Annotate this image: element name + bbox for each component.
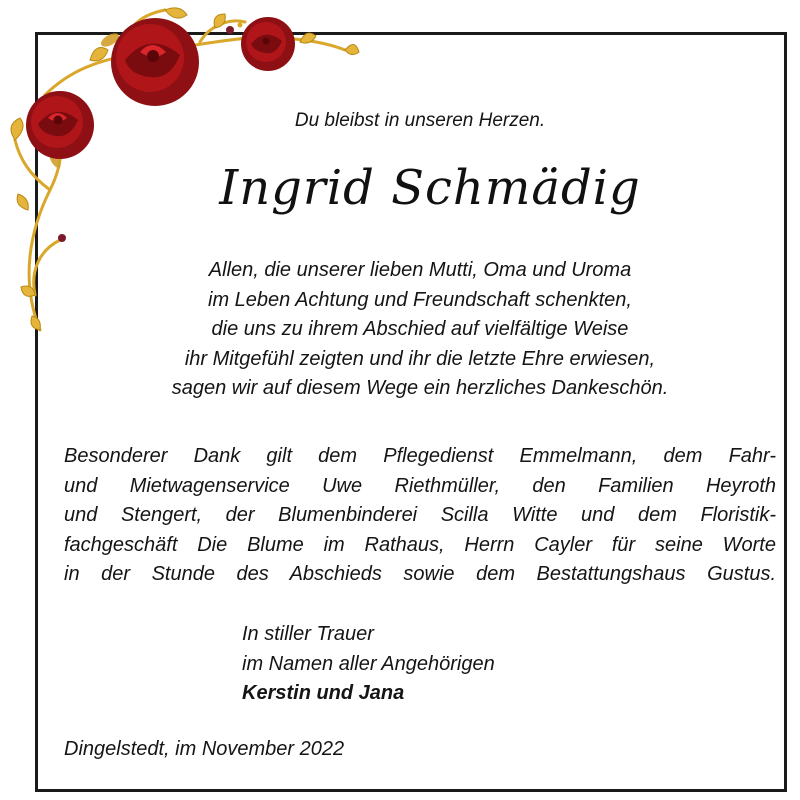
thanks-line: die uns zu ihrem Abschied auf vielfältige Weise <box>211 318 629 340</box>
special-thanks-paragraph <box>64 442 776 590</box>
signoff-block <box>242 620 495 709</box>
thanks-line: Allen, die unserer lieben Mutti, Oma und Uroma <box>208 259 632 281</box>
signoff-line: im Namen aller Angehörigen <box>242 652 495 675</box>
thanks-line: sagen wir auf diesem Wege ein herzliches Dankeschön. <box>171 377 669 399</box>
tagline: Du bleibst in unseren Herzen. <box>294 110 546 131</box>
place-date: Dingelstedt, im November 2022 <box>64 738 345 760</box>
signoff-line: In stiller Trauer <box>242 623 374 645</box>
signoff-names: Kerstin und Jana <box>242 682 405 704</box>
special-thanks-line: Besonderer Dank gilt dem Pflegedienst Emmelmann, dem Fahr- <box>64 445 776 467</box>
special-thanks-line: und Stengert, der Blumenbinderei Scilla Witte und dem Floristik- <box>64 504 776 526</box>
special-thanks-line: in der Stunde des Abschieds sowie dem Bestattungshaus Gustus. <box>64 563 776 585</box>
thanks-line: ihr Mitgefühl zeigten und ihr die letzte Ehre erwiesen, <box>184 347 656 370</box>
thanks-paragraph <box>60 256 780 404</box>
special-thanks-line: und Mietwagenservice Uwe Riethmüller, den Familien Heyroth <box>64 474 776 497</box>
special-thanks-line: fachgeschäft Die Blume im Rathaus, Herrn Cayler für seine Worte <box>64 533 776 556</box>
thanks-line: im Leben Achtung und Freundschaft schenkten, <box>208 288 632 311</box>
deceased-name: Ingrid Schmädig <box>219 160 641 216</box>
